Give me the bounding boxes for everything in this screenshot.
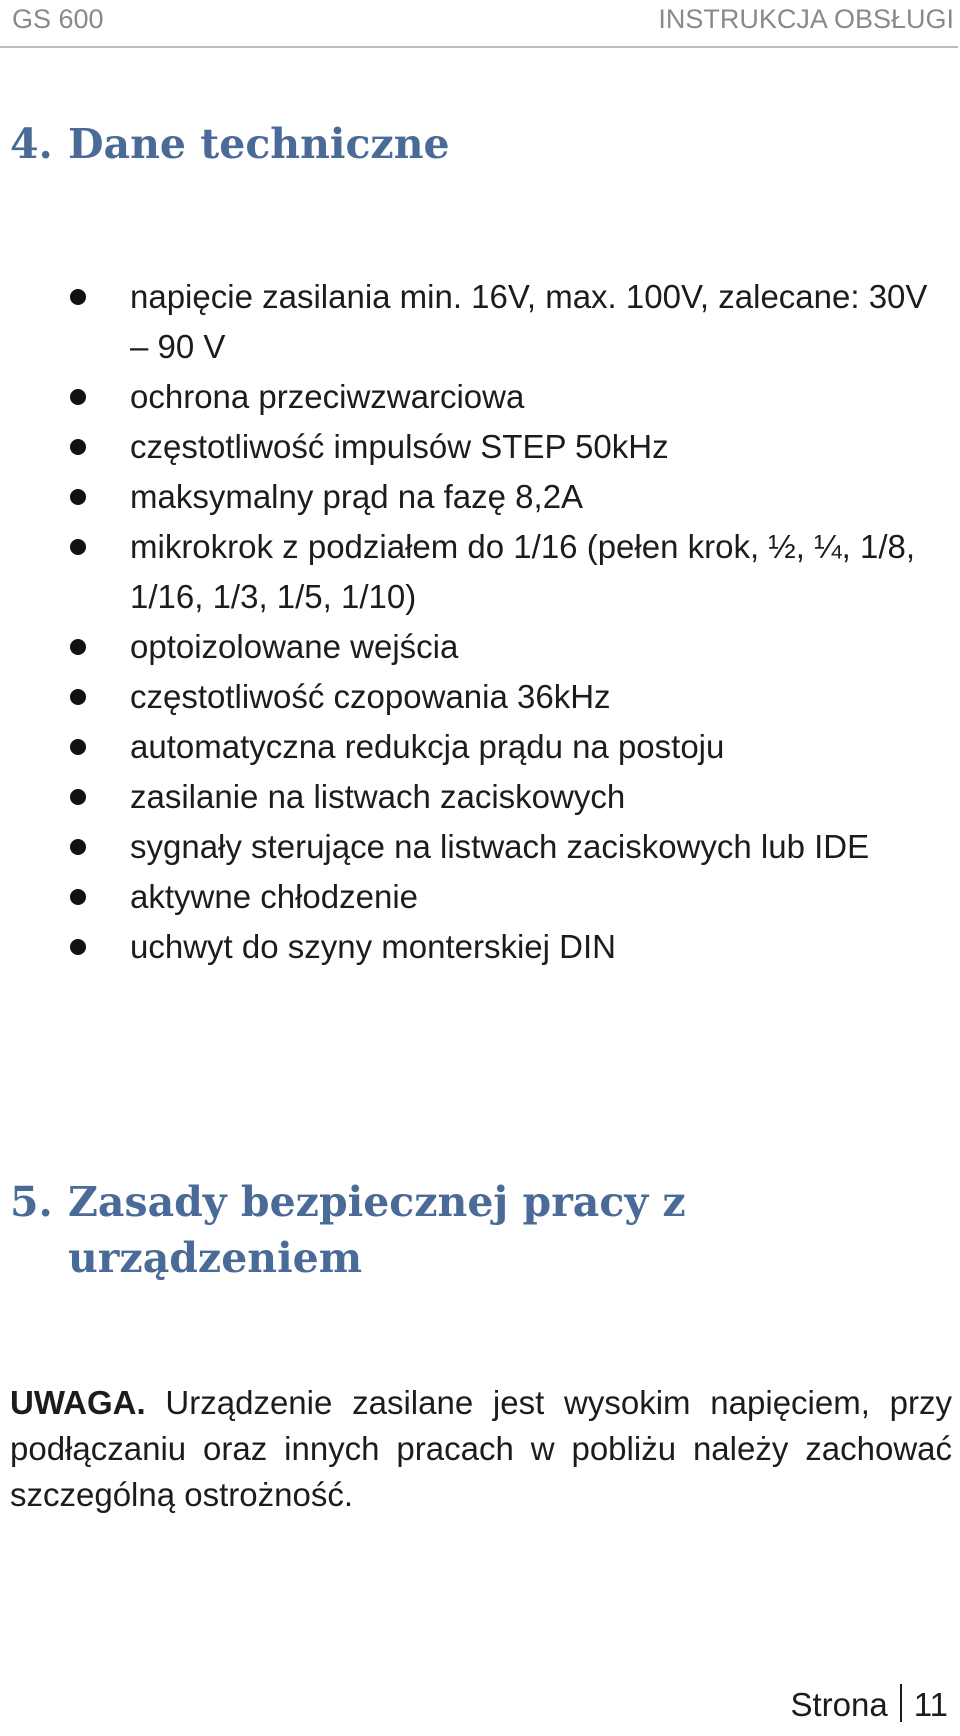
- list-item: [0, 472, 960, 522]
- section-5-number: 5.: [10, 1178, 53, 1226]
- list-item-text: optoizolowane wejścia: [130, 628, 459, 665]
- bullet-icon: [70, 489, 86, 505]
- bullet-icon: [70, 639, 86, 655]
- list-item: [0, 422, 960, 472]
- list-item-text: maksymalny prąd na fazę 8,2A: [130, 478, 584, 515]
- list-item: [0, 272, 960, 372]
- list-item-text: napięcie zasilania min. 16V, max. 100V, zalecane: 30V – 90 V: [130, 278, 928, 365]
- list-item: [0, 372, 960, 422]
- list-item-text: aktywne chłodzenie: [130, 878, 419, 915]
- list-item: [0, 772, 960, 822]
- list-item-text: uchwyt do szyny monterskiej DIN: [130, 928, 616, 965]
- section-5-title: Zasady bezpiecznej pracy z urządzeniem: [68, 1178, 686, 1282]
- bullet-icon: [70, 539, 86, 555]
- warning-text: Urządzenie zasilane jest wysokim napięciem, przy podłączaniu oraz innych pracach w pobliżu należy zachować szczególną ostrożność.: [10, 1384, 952, 1513]
- bullet-icon: [70, 289, 86, 305]
- bullet-icon: [70, 689, 86, 705]
- footer-separator: [900, 1684, 902, 1722]
- list-item-text: automatyczna redukcja prądu na postoju: [130, 728, 725, 765]
- list-item-text: mikrokrok z podziałem do 1/16 (pełen krok, ½, ¼, 1/8, 1/16, 1/3, 1/5, 1/10): [130, 528, 916, 615]
- section-5-heading: [10, 1174, 910, 1286]
- list-item: [0, 622, 960, 672]
- section-4-heading: [10, 116, 450, 172]
- list-item: [0, 522, 960, 622]
- section-4-title: Dane techniczne: [68, 120, 450, 168]
- list-item: [0, 872, 960, 922]
- page-footer: [791, 1684, 949, 1724]
- list-item-text: częstotliwość impulsów STEP 50kHz: [130, 428, 669, 465]
- bullet-icon: [70, 839, 86, 855]
- footer-page-number: 11: [913, 1686, 948, 1723]
- bullet-icon: [70, 739, 86, 755]
- bullet-icon: [70, 789, 86, 805]
- bullet-icon: [70, 889, 86, 905]
- list-item: [0, 822, 960, 872]
- list-item-text: częstotliwość czopowania 36kHz: [130, 678, 611, 715]
- header-product-name: GS 600: [12, 4, 104, 34]
- list-item-text: ochrona przeciwzwarciowa: [130, 378, 525, 415]
- list-item: [0, 722, 960, 772]
- page-header: [0, 0, 958, 48]
- bullet-icon: [70, 439, 86, 455]
- section-4-number: 4.: [10, 120, 53, 168]
- bullet-icon: [70, 939, 86, 955]
- footer-page-label: Strona: [790, 1686, 888, 1723]
- list-item: [0, 922, 960, 972]
- list-item-text: sygnały sterujące na listwach zaciskowych lub IDE: [130, 828, 870, 865]
- technical-specs-list: [0, 272, 960, 972]
- list-item-text: zasilanie na listwach zaciskowych: [130, 778, 626, 815]
- warning-label: UWAGA.: [10, 1384, 146, 1421]
- bullet-icon: [70, 389, 86, 405]
- header-document-title: INSTRUKCJA OBSŁUGI: [658, 4, 954, 34]
- safety-warning-paragraph: [10, 1380, 952, 1518]
- list-item: [0, 672, 960, 722]
